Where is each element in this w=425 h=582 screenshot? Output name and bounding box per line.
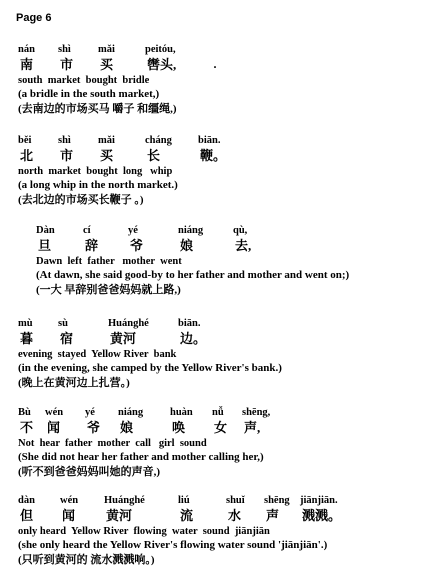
pinyin-word: shì [58, 135, 71, 146]
hanzi-word: 买 [100, 148, 114, 163]
hanzi-word: 市 [60, 148, 74, 163]
pinyin-word: shēng [264, 495, 290, 506]
chinese-translation: (晚上在黄河边上扎营。) [18, 377, 130, 389]
pinyin-word: Huánghé [108, 318, 149, 329]
pinyin-word: cí [83, 225, 91, 236]
pinyin-word: shuǐ [226, 495, 245, 506]
hanzi-word: 唤 [172, 420, 186, 435]
gloss-line: only heard Yellow River flowing water sound jiānjiān [18, 526, 270, 537]
pinyin-word: peitóu, [145, 44, 176, 55]
hanzi-word: 不 [20, 420, 34, 435]
gloss-line: north market bought long whip [18, 166, 173, 177]
pinyin-word: shì [58, 44, 71, 55]
hanzi-word: 长 [147, 148, 161, 163]
pinyin-word: qù, [233, 225, 248, 236]
english-translation: (a long whip in the north market.) [18, 179, 178, 191]
stray-dot: · [213, 60, 218, 74]
hanzi-word: 流 [180, 508, 194, 523]
hanzi-word: 声, [244, 420, 261, 435]
pinyin-word: mǎi [98, 44, 115, 55]
pinyin-word: biān. [178, 318, 201, 329]
english-translation: (she only heard the Yellow River's flowing water sound 'jiānjiān'.) [18, 539, 328, 551]
pinyin-word: huàn [170, 407, 193, 418]
hanzi-word: 辔头, [147, 57, 177, 72]
pinyin-word: Bù [18, 407, 31, 418]
hanzi-word: 宿 [60, 331, 74, 346]
hanzi-word: 娘 [120, 420, 134, 435]
pinyin-word: yé [85, 407, 95, 418]
hanzi-word: 但 [20, 508, 34, 523]
chinese-translation: (去北边的市场买长鞭子 。) [18, 194, 144, 206]
pinyin-word: cháng [145, 135, 172, 146]
gloss-line: evening stayed Yellow River bank [18, 349, 177, 360]
hanzi-word: 闻 [62, 508, 76, 523]
pinyin-word: wén [60, 495, 79, 506]
pinyin-word: dàn [18, 495, 35, 506]
pinyin-word: wén [45, 407, 64, 418]
hanzi-word: 去, [235, 238, 252, 253]
hanzi-word: 溅溅。 [302, 508, 342, 523]
english-translation: (At dawn, she said good-by to her father and mother and went on;) [36, 269, 350, 281]
gloss-line: south market bought bridle [18, 75, 150, 86]
pinyin-word: niáng [178, 225, 204, 236]
hanzi-word: 爷 [130, 238, 144, 253]
pinyin-word: běi [18, 135, 32, 146]
hanzi-word: 爷 [87, 420, 101, 435]
pinyin-word: liú [178, 495, 190, 506]
pinyin-word: biān. [198, 135, 221, 146]
gloss-line: Dawn left father mother went [36, 256, 182, 267]
english-translation: (She did not hear her father and mother calling her,) [18, 451, 264, 463]
pinyin-word: Huánghé [104, 495, 145, 506]
chinese-translation: (只听到黄河的 流水溅溅响。) [18, 554, 155, 566]
pinyin-word: shēng, [242, 407, 271, 418]
hanzi-word: 黄河 [110, 331, 137, 346]
pinyin-word: sù [58, 318, 68, 329]
chinese-translation: (去南边的市场买马 嚼子 和缰绳,) [18, 103, 177, 115]
hanzi-word: 娘 [180, 238, 194, 253]
hanzi-word: 黄河 [106, 508, 133, 523]
hanzi-word: 女 [214, 420, 228, 435]
pinyin-word: jiānjiān. [300, 495, 338, 506]
hanzi-word: 买 [100, 57, 114, 72]
english-translation: (in the evening, she camped by the Yellow River's bank.) [18, 362, 282, 374]
hanzi-word: 旦 [38, 238, 52, 253]
pinyin-word: mù [18, 318, 33, 329]
hanzi-word: 市 [60, 57, 74, 72]
hanzi-word: 边。 [180, 331, 207, 346]
hanzi-word: 水 [228, 508, 242, 523]
pinyin-word: nán [18, 44, 35, 55]
hanzi-word: 鞭。 [200, 148, 227, 163]
chinese-translation: (听不到爸爸妈妈叫她的声音,) [18, 466, 161, 478]
pinyin-word: yé [128, 225, 138, 236]
gloss-line: Not hear father mother call girl sound [18, 438, 207, 449]
page-label: Page 6 [16, 12, 52, 24]
chinese-translation: (一大 早辞别爸爸妈妈就上路,) [36, 284, 181, 296]
hanzi-word: 闻 [47, 420, 61, 435]
english-translation: (a bridle in the south market,) [18, 88, 160, 100]
hanzi-word: 暮 [20, 331, 34, 346]
hanzi-word: 声 [266, 508, 280, 523]
hanzi-word: 辞 [85, 238, 99, 253]
pinyin-word: mǎi [98, 135, 115, 146]
pinyin-word: nǚ [212, 407, 224, 418]
hanzi-word: 北 [20, 148, 34, 163]
hanzi-word: 南 [20, 57, 34, 72]
pinyin-word: Dàn [36, 225, 55, 236]
pinyin-word: niáng [118, 407, 144, 418]
